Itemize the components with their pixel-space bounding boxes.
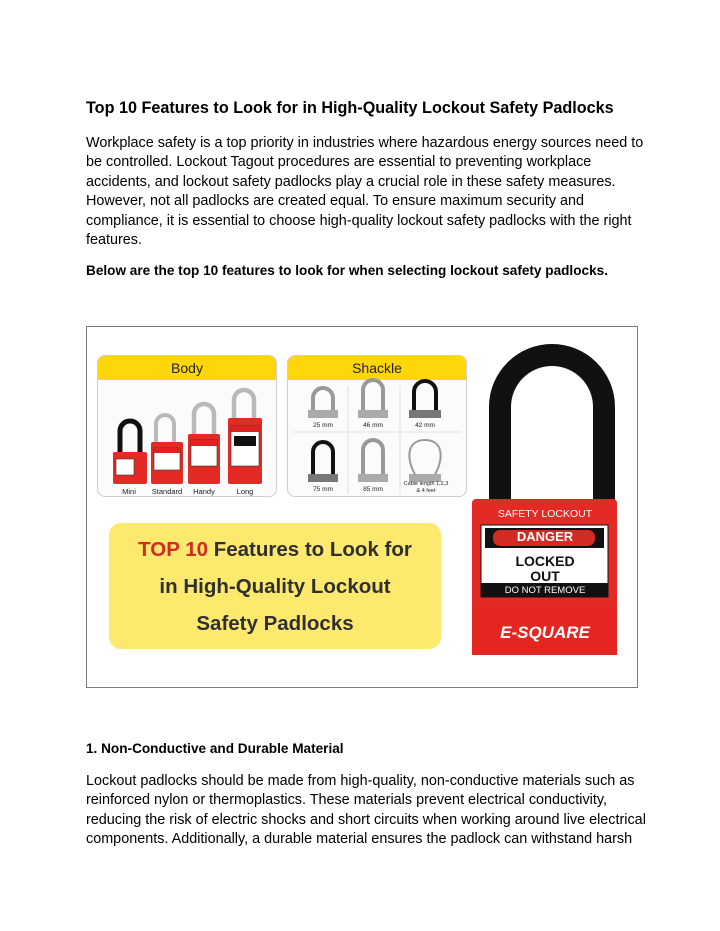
handy-shackle-icon — [194, 404, 214, 438]
big-shackle-icon — [500, 355, 604, 503]
shackle-panel-heading: Shackle — [288, 356, 466, 380]
long-danger-strip — [231, 426, 259, 432]
headline-box — [109, 523, 441, 649]
body-size-long: Long — [236, 487, 254, 496]
big-lock-top-label: SAFETY LOCKOUT — [497, 508, 593, 520]
document-title: Top 10 Features to Look for in High-Quality Lockout Safety Padlocks — [86, 99, 614, 117]
big-lock-do-not-remove: DO NOT REMOVE — [504, 585, 586, 596]
section-1-line: Lockout padlocks should be made from high-quality, non-conductive materials such as — [86, 773, 635, 789]
section-1-heading: 1. Non-Conductive and Durable Material — [86, 741, 344, 756]
headline-line-2: in High-Quality Lockout — [159, 575, 391, 598]
intro-line: accidents, and lockout safety padlocks play a crucial role in these safety measures. — [86, 173, 616, 190]
intro-line: be controlled. Lockout Tagout procedures are essential to preventing workplace — [86, 154, 592, 171]
big-padlock — [467, 327, 637, 687]
lead-sentence: Below are the top 10 features to look for when selecting lockout safety padlocks. — [86, 263, 608, 278]
body-panel-heading: Body — [98, 356, 276, 380]
shackle-size-cable: Cable length 1,2,3 & 4 feet — [403, 481, 449, 494]
body-size-mini: Mini — [122, 487, 136, 496]
body-padlocks-illustration — [98, 356, 277, 497]
long-shackle-icon — [234, 390, 254, 422]
section-1-line: reinforced nylon or thermoplastics. These materials prevent electrical conductivity, — [86, 792, 607, 809]
body-sizes-panel — [97, 355, 277, 497]
shackle-cable-icon — [409, 440, 440, 476]
shackle-size-25: 25 mm — [313, 422, 333, 429]
shackle-75mm-base — [308, 474, 338, 482]
section-1-line: reducing the risk of electric shocks and short circuits when working around live electrical — [86, 811, 646, 828]
shackle-size-75: 75 mm — [313, 486, 333, 493]
body-size-standard: Standard — [151, 487, 183, 496]
shackle-size-46: 46 mm — [363, 422, 383, 429]
shackle-46mm-base — [358, 410, 388, 418]
shackle-75mm-icon — [313, 442, 333, 476]
big-lock-brand: E-SQUARE — [500, 623, 590, 642]
handy-danger-strip — [191, 440, 217, 446]
mini-shackle-icon — [120, 421, 140, 456]
shackle-85mm-base — [358, 474, 388, 482]
banner-image — [86, 326, 638, 688]
intro-paragraph — [86, 134, 646, 250]
big-lock-out: OUT — [530, 568, 560, 584]
shackle-42mm-icon — [414, 381, 436, 412]
headline-line-3: Safety Padlocks — [196, 612, 354, 635]
headline-highlight: TOP 10 — [138, 538, 208, 561]
intro-line: features. — [86, 232, 142, 249]
shackle-25mm-icon — [313, 388, 333, 412]
intro-line: Workplace safety is a top priority in industries where hazardous energy sources need to — [86, 135, 644, 151]
intro-line: compliance, it is essential to choose high-quality lockout safety padlocks with the right — [86, 212, 632, 229]
standard-danger-strip — [154, 448, 180, 453]
headline-line-1 — [109, 537, 441, 563]
big-lock-danger: DANGER — [516, 529, 574, 544]
shackle-size-42: 42 mm — [415, 422, 435, 429]
section-1-paragraph — [86, 772, 646, 850]
section-1-line: components. Additionally, a durable material ensures the padlock can withstand harsh — [86, 831, 633, 848]
shackle-size-85: 85 mm — [363, 486, 383, 493]
intro-line: However, not all padlocks are created equal. To ensure maximum security and — [86, 193, 585, 210]
big-lock-locked: LOCKED — [515, 553, 575, 569]
mini-tag-icon — [116, 459, 134, 475]
long-locked-out-block — [234, 436, 256, 446]
shackle-46mm-icon — [363, 380, 383, 412]
shackle-85mm-icon — [363, 440, 383, 476]
shackle-sizes-panel — [287, 355, 467, 497]
standard-shackle-icon — [156, 415, 174, 446]
shackle-42mm-base — [409, 410, 441, 418]
headline-line-1-rest: Features to Look for — [208, 538, 412, 561]
body-size-handy: Handy — [193, 487, 215, 496]
shackle-25mm-base — [308, 410, 338, 418]
